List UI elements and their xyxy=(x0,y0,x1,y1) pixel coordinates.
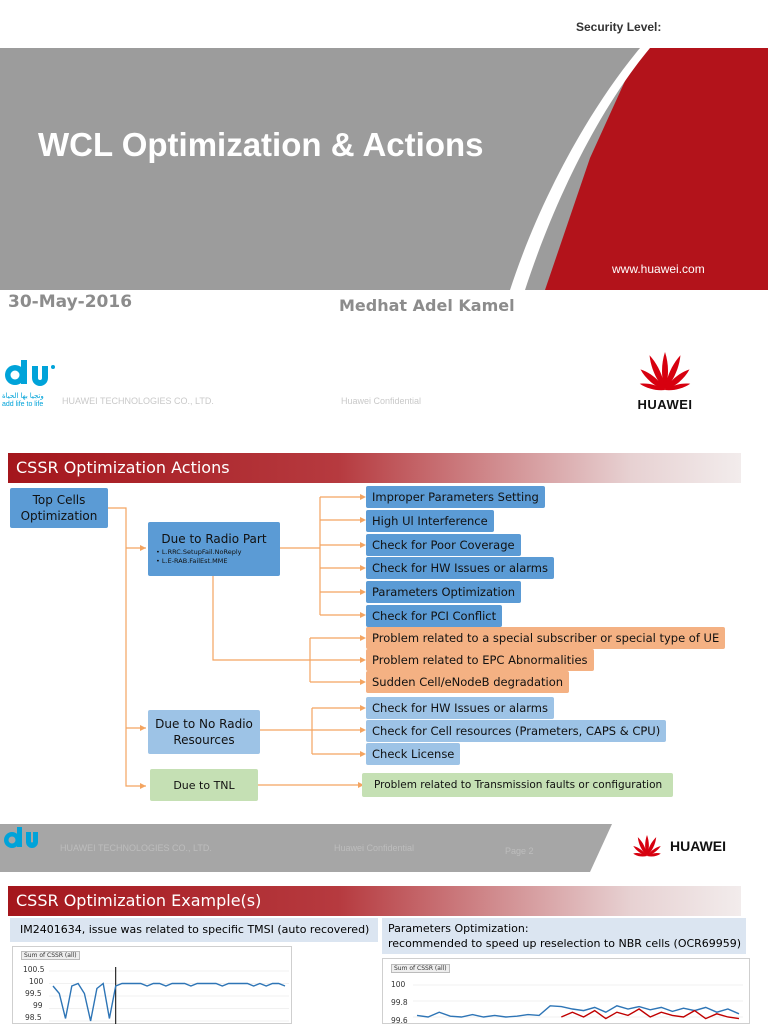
right-chart-plot xyxy=(413,977,743,1024)
huawei-logo xyxy=(626,350,704,412)
epc-abnormalities-box: Problem related to EPC Abnormalities xyxy=(366,649,594,671)
section-title-cssr-example: CSSR Optimization Example(s) xyxy=(8,886,741,916)
presentation-date: 30-May-2016 xyxy=(8,292,133,312)
huawei-url[interactable]: www.huawei.com xyxy=(612,262,705,276)
radio-part-label: Due to Radio Part xyxy=(161,532,267,546)
tnl-box: Due to TNL xyxy=(150,769,258,801)
y-tick-label: 99 xyxy=(33,1001,43,1010)
footer-company: HUAWEI TECHNOLOGIES CO., LTD. xyxy=(62,396,214,406)
y-tick-label: 100.5 xyxy=(23,965,45,974)
huawei-petals-icon xyxy=(626,350,704,392)
radio-part-box xyxy=(148,522,280,576)
right-example-caption xyxy=(382,918,746,954)
huawei-wordmark-small: HUAWEI xyxy=(670,838,726,854)
slide2-footer-confidential: Huawei Confidential xyxy=(334,843,415,853)
huawei-petals-small-icon xyxy=(628,834,666,858)
du-logo-small-mark xyxy=(2,826,46,850)
high-ul-interference-box: High Ul Interference xyxy=(366,510,494,532)
du-tagline-en: add life to life xyxy=(2,401,44,408)
pci-conflict-box: Check for PCI Conflict xyxy=(366,605,502,627)
left-chart-title: Sum of CSSR (all) xyxy=(21,951,80,960)
parameters-optimization-box: Parameters Optimization xyxy=(366,581,521,603)
security-level-label: Security Level: xyxy=(576,20,662,34)
right-chart-title: Sum of CSSR (all) xyxy=(391,964,450,973)
y-tick-label: 99.6 xyxy=(391,1016,408,1024)
du-logo-mark xyxy=(2,358,58,388)
left-example-caption: IM2401634, issue was related to specific TMSI (auto recovered) xyxy=(10,918,378,942)
hw-issues-box: Check for HW Issues or alarms xyxy=(366,557,554,579)
y-tick-label: 99.8 xyxy=(391,998,408,1007)
y-tick-label: 100 xyxy=(391,980,406,989)
presentation-title: WCL Optimization & Actions xyxy=(38,126,484,163)
no-radio-resources-box: Due to No Radio Resources xyxy=(148,710,260,754)
right-cssr-chart xyxy=(382,958,750,1024)
left-cssr-chart xyxy=(12,946,292,1024)
title-band-graphic xyxy=(0,48,768,290)
slide2-page-number: Page 2 xyxy=(505,846,534,856)
y-tick-label: 99.5 xyxy=(25,989,42,998)
footer-confidential: Huawei Confidential xyxy=(341,396,422,406)
right-caption-line2: recommended to speed up reselection to NBR cells (OCR69959) xyxy=(388,937,742,950)
check-license-box: Check License xyxy=(366,743,460,765)
cell-resources-box: Check for Cell resources (Prameters, CAPS & CPU) xyxy=(366,720,666,742)
poor-coverage-box: Check for Poor Coverage xyxy=(366,534,521,556)
sudden-degradation-box: Sudden Cell/eNodeB degradation xyxy=(366,671,569,693)
radio-part-bullet: • L.E-RAB.FailEst.MME xyxy=(156,557,228,565)
section-title-cssr-actions: CSSR Optimization Actions xyxy=(8,453,741,483)
huawei-logo-small xyxy=(628,834,726,858)
radio-part-bullet: • L.RRC.SetupFail.NoReply xyxy=(156,548,242,556)
right-caption-line1: Parameters Optimization: xyxy=(388,922,529,935)
slide2-footer-company: HUAWEI TECHNOLOGIES CO., LTD. xyxy=(60,843,212,853)
no-radio-hw-issues-box: Check for HW Issues or alarms xyxy=(366,697,554,719)
series-line-1 xyxy=(53,984,285,1022)
du-logo xyxy=(2,358,58,410)
improper-parameters-box: Improper Parameters Setting xyxy=(366,486,545,508)
y-tick-label: 98.5 xyxy=(25,1013,42,1022)
presentation-author: Medhat Adel Kamel xyxy=(339,296,515,315)
du-tagline-ar: وتجيا بها الحياة xyxy=(2,393,44,400)
special-subscriber-box: Problem related to a special subscriber or special type of UE xyxy=(366,627,725,649)
left-chart-plot xyxy=(49,967,289,1024)
transmission-faults-box: Problem related to Transmission faults or configuration xyxy=(362,773,673,797)
du-logo-small xyxy=(2,826,46,866)
y-tick-label: 100 xyxy=(29,977,44,986)
top-cells-optimization-box: Top Cells Optimization xyxy=(10,488,108,528)
huawei-wordmark: HUAWEI xyxy=(637,397,693,412)
title-band xyxy=(0,48,768,290)
